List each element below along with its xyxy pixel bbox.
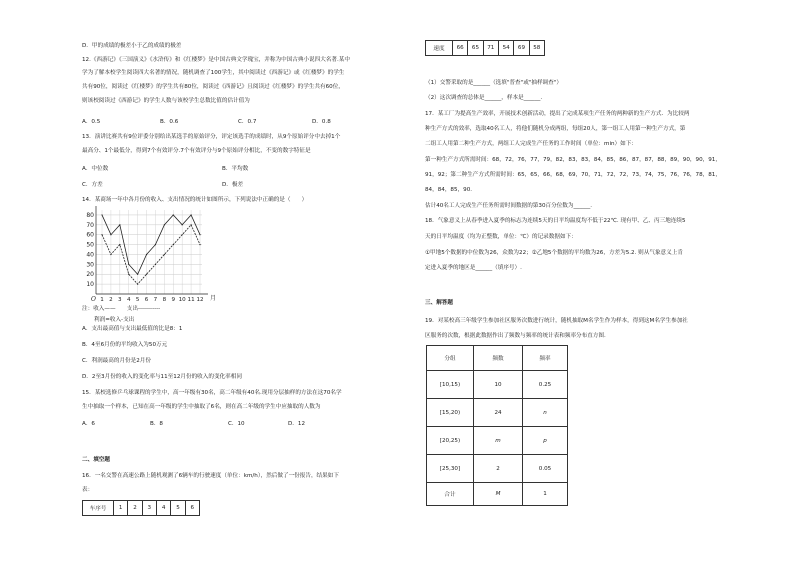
car-table-cell: 4 <box>156 501 170 516</box>
car-table-cell: 6 <box>185 501 199 516</box>
freq-cell: p <box>523 427 568 455</box>
q13-option-a: A．中位数 <box>82 166 109 172</box>
speed-table-cell: 65 <box>468 41 483 56</box>
freq-cell: 合计 <box>427 483 474 506</box>
car-table-cell: 5 <box>171 501 185 516</box>
data-point <box>155 264 156 265</box>
y-tick-label: 80 <box>86 211 94 219</box>
q17-line2: 种生产方式的效率，选取40名工人，将他们随机分成两组，每组20人，第一组工人用第一种生产方式，第 <box>425 126 686 132</box>
q12-line4: 则该校阅读过《西游记》的学生人数与该校学生总数比值的估计值为 <box>82 98 250 104</box>
x-tick-label: 10 <box>178 297 186 303</box>
freq-cell: [20,25) <box>427 427 474 455</box>
q12-line1: 12.《西游记》《三国演义》《水浒传》和《红楼梦》是中国古典文学瑰宝，并称为中国古典小说四大名著.某中 <box>82 57 350 63</box>
car-table-cell: 2 <box>128 501 142 516</box>
section-answer: 三、解答题 <box>425 300 453 306</box>
q19-line2: 区服务的次数，根据此数据作出了频数与频率的统计表和频率分布直方图. <box>425 333 606 339</box>
q13-option-d: D．极差 <box>222 182 244 188</box>
q13-option-b: B．平均数 <box>222 166 249 172</box>
x-tick-label: 8 <box>162 297 167 303</box>
freq-cell: 0.05 <box>523 455 568 483</box>
y-tick-label: 50 <box>86 241 94 249</box>
q14-option-d: D．2至3月份的收入的变化率与11至12月份的收入的变化率相同 <box>82 374 242 380</box>
x-axis-label: 月 <box>210 295 217 302</box>
data-point <box>110 234 111 235</box>
y-tick-label: 30 <box>86 261 94 269</box>
q13-option-c: C．方差 <box>82 182 103 188</box>
x-tick-label: 12 <box>196 297 204 303</box>
income-expense-chart <box>82 206 222 324</box>
q12-line2: 学为了解本校学生阅读四大名著的情况，随机调查了100学生，其中阅读过《西游记》或《红楼梦》的学生 <box>82 70 345 76</box>
x-tick-label: 3 <box>118 297 122 303</box>
q12-option-a: A．0.5 <box>82 119 101 125</box>
q17-line3: 二组工人用第二种生产方式，两组工人完成生产任务的工作时间（单位：min）如下： <box>425 141 637 147</box>
data-point <box>199 234 200 235</box>
q12-option-d: D．0.8 <box>312 119 331 125</box>
q13-line2: 最高分、1个最低分，得到7个有效评分.7个有效评分与9个原始评分相比，不变的数字特征是 <box>82 148 311 154</box>
q14-option-c: C．利润最高的月份是2月份 <box>82 358 151 364</box>
freq-cell: 0.25 <box>523 371 568 399</box>
data-point <box>173 214 174 215</box>
speed-table-cell: 69 <box>514 41 529 56</box>
x-tick-label: 9 <box>171 297 176 303</box>
freq-cell: [25,30] <box>427 455 474 483</box>
car-table-header: 车序号 <box>83 501 114 516</box>
freq-cell: 10 <box>474 371 523 399</box>
y-tick-label: 10 <box>86 281 94 289</box>
x-tick-label: 4 <box>126 297 131 303</box>
q18-line1: 18．气象意义上从春季进入夏季的标志为连续5天的日平均温度均不低于22℃. 现有甲、乙、丙三地连续5 <box>425 218 686 224</box>
q14-option-a: A．支出最高值与支出最低值的比是8：1 <box>82 326 183 332</box>
data-point <box>182 224 183 225</box>
section-fill-in: 二、填空题 <box>82 457 110 463</box>
q16-part2: （2）这次调查的总体是______，样本是______. <box>425 95 543 101</box>
speed-table-cell: 71 <box>483 41 498 56</box>
data-point <box>164 224 165 225</box>
q14-stem: 14．某商场一年中各月份的收入、支出情况的统计如图所示，下列说法中正确的是（ ） <box>82 197 308 203</box>
q18-line2: 天的日平均温度（均为正整数，单位：℃）的记录数据如下： <box>425 234 577 240</box>
freq-cell: [10,15) <box>427 371 474 399</box>
data-point <box>101 234 102 235</box>
freq-cell: 24 <box>474 399 523 427</box>
q17-line4: 第一种生产方式所需时间：68，72，76，77，79，82，83，83，84，85，86，87，87，88，89，90，90，91， <box>425 157 721 163</box>
speed-table-cell: 54 <box>498 41 513 56</box>
data-point <box>128 264 129 265</box>
car-table-cell: 3 <box>142 501 156 516</box>
data-point <box>146 274 147 275</box>
q16-line1: 16．一名交警在高速公路上随机观测了6辆车的行驶速度（单位：km/h），然后做了一份报告，结果如下 <box>82 473 339 479</box>
speed-table-header: 速度 <box>426 41 453 56</box>
car-table-cell: 1 <box>114 501 128 516</box>
data-point <box>119 244 120 245</box>
q12-option-c: C．0.7 <box>238 119 257 125</box>
freq-header: 频数 <box>474 346 523 371</box>
x-tick-label: 1 <box>100 297 104 303</box>
chart-legend: 注：收入—— 支出----------- <box>82 306 161 312</box>
chart-note: 利润=收入-支出 <box>94 317 135 323</box>
car-number-table <box>82 500 200 516</box>
x-tick-label: 11 <box>187 297 195 303</box>
freq-cell: 2 <box>474 455 523 483</box>
speed-table-cell: 66 <box>453 41 468 56</box>
q17-line6: 84，84，85，90. <box>425 187 473 193</box>
q12-option-b: B．0.6 <box>160 119 179 125</box>
q17-line1: 17．某工厂为提高生产效率，开展技术创新活动，提出了完成某项生产任务的两种新的生产方式．为比较两 <box>425 111 690 117</box>
q14-option-b: B．4至6月份的平均收入为50万元 <box>82 342 168 348</box>
data-point <box>199 244 200 245</box>
data-point <box>190 224 191 225</box>
freq-cell: [15,20) <box>427 399 474 427</box>
y-tick-label: 60 <box>86 231 94 239</box>
data-point <box>182 234 183 235</box>
q15-option-b: B．8 <box>150 421 163 427</box>
speed-table-cell: 58 <box>529 41 544 56</box>
y-tick-label: 70 <box>86 221 94 229</box>
origin-label: O <box>91 296 96 303</box>
q18-line4: 定进入夏季的地区是______（填序号）. <box>425 265 522 271</box>
q15-line2: 生中抽取一个样本，已知在高一年级的学生中抽取了6名，则在高二年级的学生中应抽取的人数为 <box>82 404 321 410</box>
data-point <box>164 254 165 255</box>
q17-line5: 91，92；第二种生产方式所需时间：65，65，66，68，69，70，71，72，72，73，74，75，76，76，78，81， <box>425 172 721 178</box>
data-point <box>110 254 111 255</box>
freq-cell: 1 <box>523 483 568 506</box>
data-point <box>137 274 138 275</box>
data-point <box>137 284 138 285</box>
data-point <box>155 244 156 245</box>
data-point <box>128 274 129 275</box>
y-tick-label: 40 <box>86 251 94 259</box>
frequency-table <box>426 345 568 506</box>
q15-option-c: C．10 <box>228 421 245 427</box>
x-tick-label: 5 <box>135 297 140 303</box>
freq-cell: m <box>474 427 523 455</box>
q19-line1: 19．对某校高三年级学生参加社区服务次数进行统计，随机抽取M名学生作为样本，得到这M名学生参加社 <box>425 318 688 324</box>
y-tick-label: 20 <box>86 271 94 279</box>
freq-header: 频率 <box>523 346 568 371</box>
data-point <box>146 254 147 255</box>
q15-line1: 15．某校选修乒乓球课程的学生中，高一年级有30名，高二年级有40名.现用分层抽样的方法在这70名学 <box>82 390 342 396</box>
speed-table <box>425 40 545 56</box>
data-point <box>101 214 102 215</box>
data-point <box>190 214 191 215</box>
x-tick-label: 6 <box>144 297 149 303</box>
x-tick-label: 7 <box>153 297 158 303</box>
q17-line7: 估计40名工人完成生产任务所需时间数据的第30百分位数为______. <box>425 203 593 209</box>
freq-cell: M <box>474 483 523 506</box>
option-d-prev: D．甲的成绩的极差小于乙的成绩的极差 <box>82 43 182 49</box>
q16-line2: 表： <box>82 487 94 493</box>
q18-line3: ①甲地5个数据的中位数为26，众数为22；②乙地5个数据的平均数为26，方差为5.2. 则从气象意义上肯 <box>425 250 683 256</box>
x-tick-label: 2 <box>109 297 113 303</box>
freq-cell: n <box>523 399 568 427</box>
q15-option-a: A．6 <box>82 421 95 427</box>
freq-header: 分组 <box>427 346 474 371</box>
q12-line3: 共有90位，阅读过《红楼梦》的学生共有80位，阅读过《西游记》且阅读过《红楼梦》的学生共有60位， <box>82 84 344 90</box>
data-point <box>173 244 174 245</box>
q15-option-d: D．12 <box>288 421 306 427</box>
data-point <box>119 224 120 225</box>
q13-line1: 13．演讲比赛共有9位评委分别给出某选手的原始评分，评定该选手的成绩时，从9个原始评分中去掉1个 <box>82 134 341 140</box>
q16-part1: （1）交警采取的是______（选填"普查"或"抽样调查"） <box>425 80 562 86</box>
